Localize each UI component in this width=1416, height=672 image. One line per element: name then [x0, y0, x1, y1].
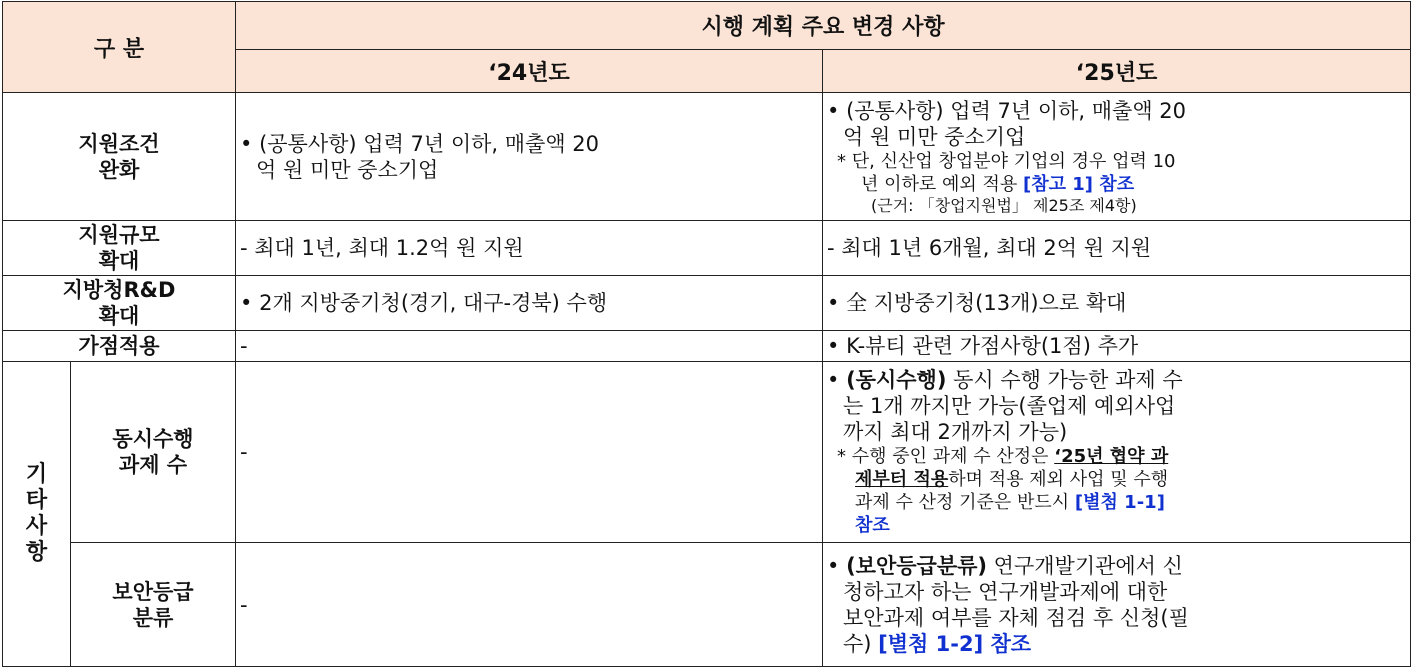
attachment-ref-1-suffix: 참조 [855, 515, 890, 537]
security-2025-line1 [827, 553, 1404, 579]
concurrent-label [71, 362, 236, 543]
eligibility-2025-note-b [827, 173, 1404, 196]
scale-2025: - 최대 1년 6개월, 최대 2억 원 지원 [823, 221, 1411, 276]
eligibility-2025-note-c: (근거: 「창업지원법」 제25조 제4항) [871, 195, 1137, 215]
security-2025-text4: 수) [843, 631, 879, 656]
concurrent-note-a-text: * 수행 중인 과제 수 산정은 [837, 446, 1055, 468]
regional-2025: • 全 지방중기청(13개)으로 확대 [823, 276, 1411, 331]
year-25-header: ‘25년도 [823, 49, 1411, 93]
security-2024: - [236, 543, 823, 667]
security-label [71, 543, 236, 667]
concurrent-2025-note-b [827, 468, 1404, 491]
scale-label [3, 221, 236, 276]
security-label-line1: 보안등급 [112, 579, 194, 604]
bullet: • [827, 553, 847, 578]
eligibility-label-line1: 지원조건 [78, 131, 160, 156]
scale-2024: - 최대 1년, 최대 1.2억 원 지원 [236, 221, 823, 276]
security-2025-line2: 청하고자 하는 연구개발과제에 대한 [843, 579, 1168, 604]
concurrent-2025-note-a [827, 445, 1404, 468]
eligibility-2025-note-a: * 단, 신산업 창업분야 기업의 경우 업력 10 [837, 150, 1176, 172]
changes-title: 시행 계획 주요 변경 사항 [236, 2, 1411, 50]
other-side-char-1: 기 [25, 462, 48, 488]
bonus-2025: • K-뷰티 관련 가점사항(1점) 추가 [823, 330, 1411, 361]
regional-2024: • 2개 지방중기청(경기, 대구-경북) 수행 [236, 276, 823, 331]
concurrent-2025-note-d [827, 514, 1404, 537]
scale-label-line1: 지원규모 [78, 223, 160, 248]
bonus-2024: - [236, 330, 823, 361]
security-2025-line3: 보안과제 여부를 자체 점검 후 신청(필 [843, 605, 1189, 630]
regional-label-line1: 지방청R&D [62, 278, 176, 302]
regional-label [3, 276, 236, 331]
bullet: • [827, 368, 847, 393]
eligibility-2025-note-b-text: 년 이하로 예외 적용 [861, 173, 1024, 195]
other-side-char-2: 타 [25, 488, 48, 514]
changes-table [2, 1, 1411, 667]
concurrent-label-line2: 과제 수 [118, 453, 188, 478]
concurrent-2025-bold: (동시수행) [846, 368, 947, 393]
attachment-ref-1: [별첨 1-1] [1074, 492, 1165, 514]
attachment-ref-2: [별첨 1-2] 참조 [878, 631, 1032, 656]
regional-label-line2: 확대 [98, 304, 140, 328]
security-2025-bold: (보안등급분류) [846, 553, 987, 578]
concurrent-2025-line2: 는 1개 까지만 가능(졸업제 예외사업 [843, 394, 1176, 419]
concurrent-label-line1: 동시수행 [112, 427, 194, 452]
concurrent-note-underline1: ‘25년 협약 과 [1054, 446, 1169, 468]
category-header: 구 분 [3, 2, 236, 93]
eligibility-label-line2: 완화 [98, 157, 140, 182]
eligibility-2024-line2: 억 원 미만 중소기업 [256, 157, 439, 182]
eligibility-2025 [823, 93, 1411, 221]
eligibility-2024 [236, 93, 823, 221]
security-label-line2: 분류 [132, 605, 174, 630]
security-2025-text1: 연구개발기관에서 신 [987, 553, 1183, 578]
scale-label-line2: 확대 [98, 249, 140, 274]
reference-link: [참고 1] 참조 [1023, 173, 1135, 195]
other-side-char-4: 항 [25, 540, 48, 566]
eligibility-label [3, 93, 236, 221]
concurrent-note-underline2: 제부터 적용 [855, 469, 949, 491]
other-side-char-3: 사 [25, 514, 48, 540]
concurrent-2024: - [236, 362, 823, 543]
concurrent-note-b-text: 하며 적용 제외 사업 및 수행 [948, 469, 1169, 491]
eligibility-2025-line2: 억 원 미만 중소기업 [843, 124, 1026, 149]
eligibility-2024-line1: • (공통사항) 업력 7년 이하, 매출액 20 [240, 131, 600, 156]
concurrent-2025-line3: 까지 최대 2개까지 가능) [843, 420, 1068, 445]
eligibility-2025-line1: • (공통사항) 업력 7년 이하, 매출액 20 [827, 98, 1187, 123]
concurrent-2025 [823, 362, 1411, 543]
concurrent-2025-note-c [827, 491, 1404, 514]
concurrent-2025-text1: 동시 수행 가능한 과제 수 [946, 368, 1183, 393]
other-side-label [3, 362, 71, 667]
bonus-label: 가점적용 [3, 330, 236, 361]
year-24-header: ‘24년도 [236, 49, 823, 93]
concurrent-note-c-text: 과제 수 산정 기준은 반드시 [855, 492, 1075, 514]
security-2025 [823, 543, 1411, 667]
concurrent-2025-line1 [827, 367, 1404, 393]
security-2025-line4 [827, 631, 1404, 657]
